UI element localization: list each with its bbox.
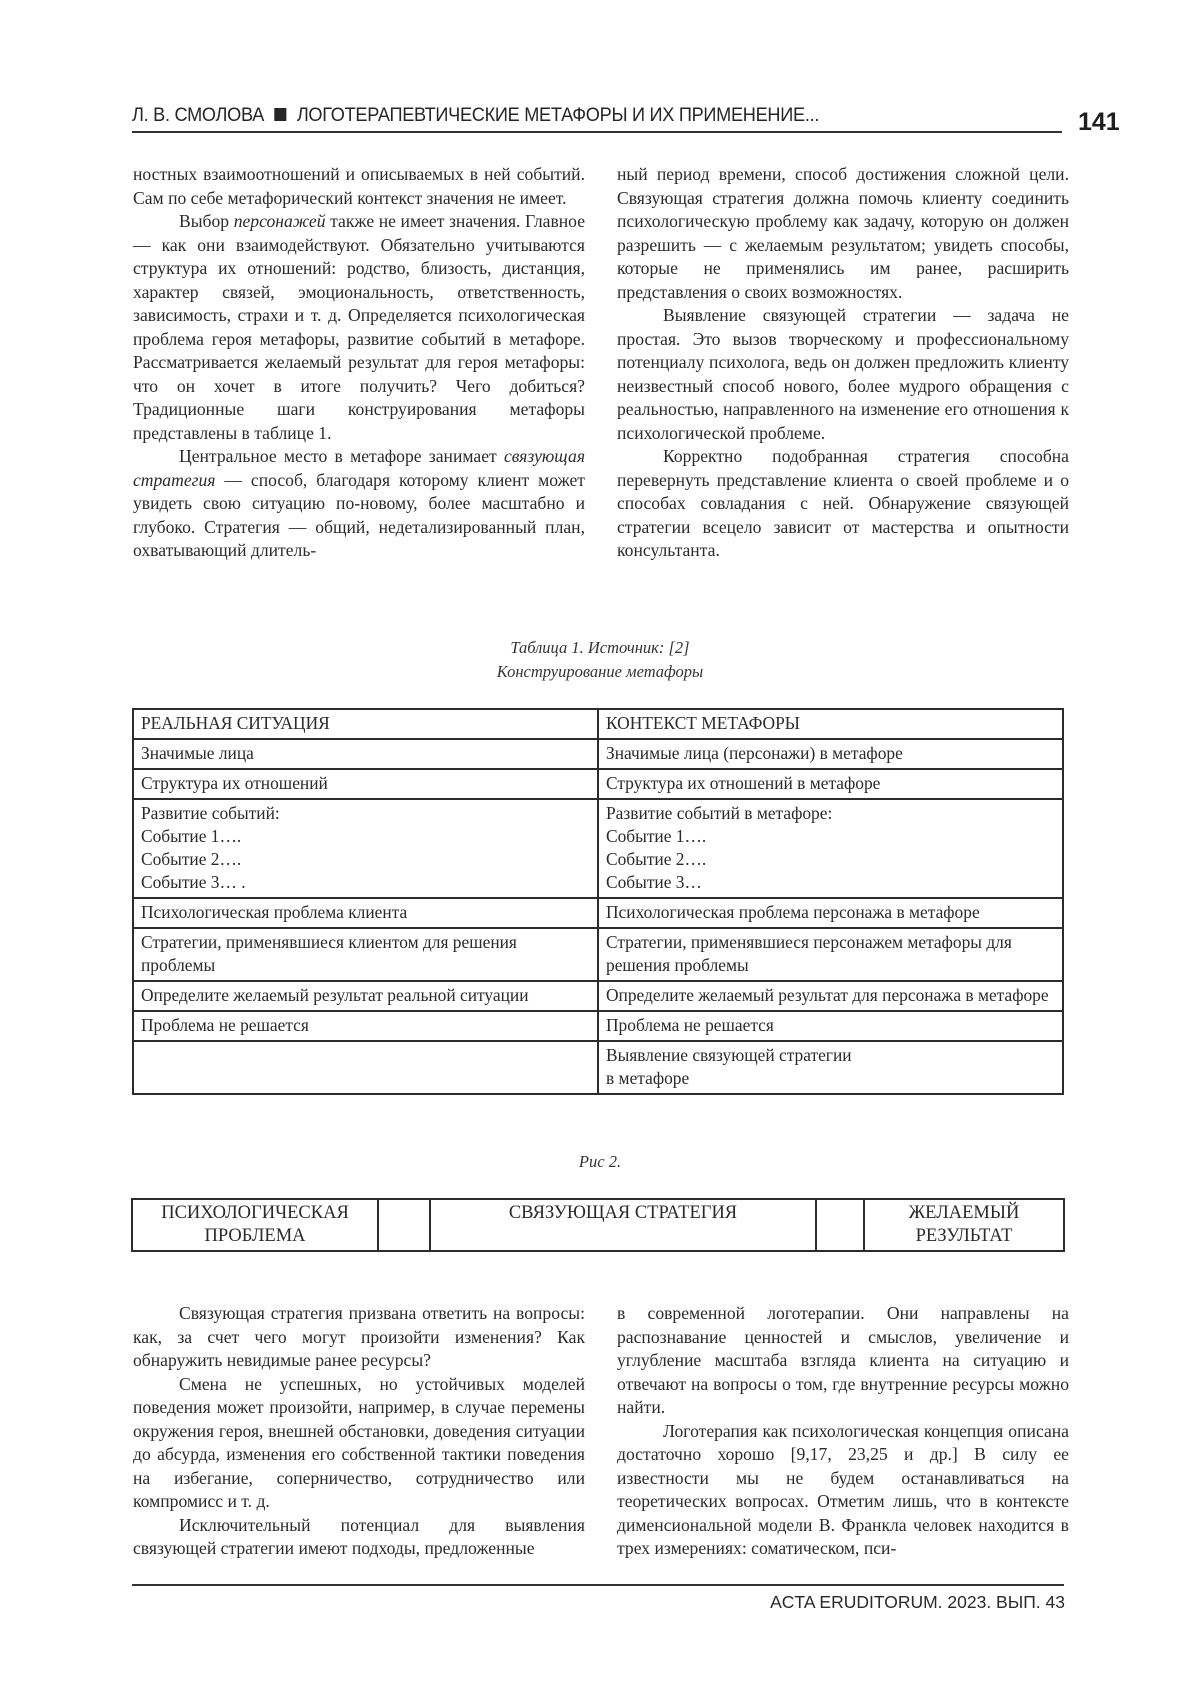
paragraph: Корректно подобранная стратегия способна перевернуть представление клиента о своей проблеме и о способах совладания с ней. Обнаружение связующей стратегии всецело зависит от мастерства и опытности консультанта.: [617, 446, 1069, 560]
box-connecting-strategy: СВЯЗУЮЩАЯ СТРАТЕГИЯ: [430, 1199, 816, 1251]
page-number: 141: [1078, 108, 1120, 136]
table-row: [133, 799, 1063, 898]
paragraph: ный период времени, способ достижения сложной цели. Связующая стратегия должна помочь клиенту соединить психологическую проблему как задачу, которую он должен разрешить — с желаемым результатом; увидеть способы, которые не применялись им ранее, расширить представления о своих возможностях.: [617, 164, 1069, 302]
bottom-left-column: [133, 1302, 585, 1561]
article-title: ЛОГОТЕРАПЕВТИЧЕСКИЕ МЕТАФОРЫ И ИХ ПРИМЕНЕНИЕ...: [296, 104, 820, 126]
paragraph: Исключительный потенциал для выявления связующей стратегии имеют подходы, предложенные: [133, 1514, 585, 1558]
table-title: Конструирование метафоры: [496, 662, 704, 681]
metaphor-context-cell: Проблема не решается: [598, 1011, 1063, 1041]
connector-box: [816, 1199, 864, 1251]
table-row: [133, 739, 1063, 769]
real-situation-cell: [133, 1041, 598, 1094]
metaphor-context-cell: Выявление связующей стратегии в метафоре: [598, 1041, 1063, 1094]
paragraph: Смена не успешных, но устойчивых моделей поведения может произойти, например, в случае перемены окружения героя, внешней обстановки, доведения ситуации до абсурда, изменения его собственной тактики поведения на избегание, соперничество, сотрудничество или компромисс и т. д.: [133, 1373, 585, 1511]
metaphor-construction-table: [132, 708, 1064, 1095]
header-rule: [132, 131, 1062, 133]
bottom-right-column: [617, 1302, 1069, 1561]
metaphor-context-cell: Психологическая проблема персонажа в метафоре: [598, 898, 1063, 928]
box-psychological-problem: ПСИХОЛОГИЧЕСКАЯ ПРОБЛЕМА: [132, 1199, 378, 1251]
box-desired-result: ЖЕЛАЕМЫЙ РЕЗУЛЬТАТ: [864, 1199, 1064, 1251]
table-row: [133, 981, 1063, 1011]
black-square-icon: [274, 108, 286, 121]
metaphor-context-cell: Стратегии, применявшиеся персонажем метафоры для решения проблемы: [598, 928, 1063, 981]
figure-caption: Рис 2.: [578, 1152, 622, 1171]
metaphor-context-cell: Значимые лица (персонажи) в метафоре: [598, 739, 1063, 769]
real-situation-cell: Определите желаемый результат реальной ситуации: [133, 981, 598, 1011]
table-caption: Таблица 1. Источник: [2]: [510, 638, 690, 657]
paragraph: Связующая стратегия призвана ответить на вопросы: как, за счет чего могут произойти изменения? Как обнаружить невидимые ранее ресурсы?: [133, 1303, 585, 1370]
table-row: [133, 898, 1063, 928]
table-header-row: [133, 709, 1063, 739]
top-left-column: [133, 163, 585, 563]
paragraph: Центральное место в метафоре занимает связующая стратегия — способ, благодаря которому клиент может увидеть свою ситуацию по-новому, более масштабно и глубоко. Стратегия — общий, недетализированный план, охватывающий длитель-: [133, 446, 585, 560]
connector-box: [378, 1199, 430, 1251]
running-head: [132, 104, 997, 127]
real-situation-cell: Проблема не решается: [133, 1011, 598, 1041]
real-situation-cell: Развитие событий: Событие 1…. Событие 2…. Событие 3… .: [133, 799, 598, 898]
italic-term: связующая стратегия: [133, 446, 585, 490]
journal-footer: ACTA ERUDITORUM. 2023. ВЫП. 43: [770, 1592, 1065, 1612]
real-situation-cell: Стратегии, применявшиеся клиентом для решения проблемы: [133, 928, 598, 981]
table-row: [133, 1011, 1063, 1041]
metaphor-context-cell: Развитие событий в метафоре: Событие 1…. Событие 2…. Событие 3…: [598, 799, 1063, 898]
footer-rule: [132, 1584, 1064, 1586]
real-situation-cell: Психологическая проблема клиента: [133, 898, 598, 928]
metaphor-context-cell: Структура их отношений в метафоре: [598, 769, 1063, 799]
real-situation-cell: Структура их отношений: [133, 769, 598, 799]
italic-term: персонажей: [233, 211, 326, 231]
table-row: [133, 928, 1063, 981]
header-cell: КОНТЕКСТ МЕТАФОРЫ: [598, 709, 1063, 739]
paragraph: Выбор персонажей также не имеет значения. Главное — как они взаимодействуют. Обязательно учитываются структура их отношений: родство, близость, дистанция, характер связей, эмоциональность, ответственность, зависимость, страхи и т. д. Определяется психологическая проблема героя метафоры, развитие событий в метафоре. Рассматривается желаемый результат для героя метафоры: что он хочет в итоге получить? Чего добиться? Традиционные шаги конструирования метафоры представлены в таблице 1.: [133, 211, 586, 443]
paragraph: Выявление связующей стратегии –– задача не простая. Это вызов творческому и профессиональному потенциалу психолога, ведь он должен предложить клиенту неизвестный способ нового, более мудрого обращения с реальностью, направленного на изменение его отношения к психологической проблеме.: [617, 305, 1069, 443]
table-row: [133, 1041, 1063, 1094]
header-cell: РЕАЛЬНАЯ СИТУАЦИЯ: [133, 709, 598, 739]
top-right-column: [617, 163, 1069, 563]
metaphor-context-cell: Определите желаемый результат для персонажа в метафоре: [598, 981, 1063, 1011]
author-name: Л. В. СМОЛОВА: [132, 104, 265, 126]
paragraph: ностных взаимоотношений и описываемых в ней событий. Сам по себе метафорический контекст значения не имеет.: [133, 164, 585, 208]
paragraph: Логотерапия как психологическая концепция описана достаточно хорошо [9,17, 23,25 и др.] В силу ее известности мы не будем останавливаться на теоретических вопросах. Отметим лишь, что в контексте дименсиональной модели В. Франкла человек находится в трех измерениях: соматическом, пси-: [617, 1420, 1069, 1558]
figure-2-diagram: [131, 1198, 1065, 1252]
paragraph: в современной логотерапии. Они направлены на распознавание ценностей и смыслов, увеличение и углубление масштаба взгляда клиента на ситуацию и отвечают на вопросы о том, где внутренние ресурсы можно найти.: [617, 1303, 1069, 1417]
table-row: [133, 769, 1063, 799]
real-situation-cell: Значимые лица: [133, 739, 598, 769]
